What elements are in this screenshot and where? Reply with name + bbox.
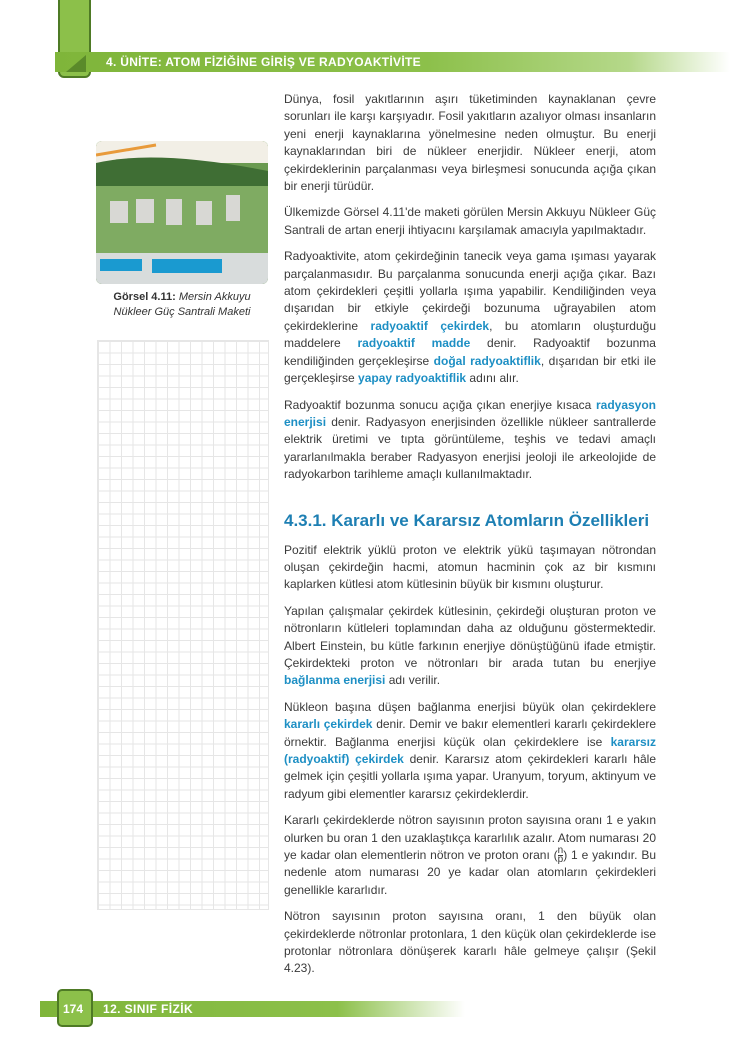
text-segment: Nötron sayısının proton sayısına oranı, 1 den büyük olan çekirdeklerde nötronlar protonlara, 1 den küçük olan çekirdeklerde ise protonlar nötronlara dönüşerek kararlı hâle gelmeye çalışır (Şekil 4.23). [284,909,656,976]
text-segment: Kararlı çekirdeklerde nötron sayısının proton sayısına oranı 1 e yakın olurken bu oran 1 den uzaklaştıkça kararlılık azalır. Atom numarası 20 ye kadar olan elementlerin nötron ve proton oranı ( [284,813,656,863]
text-segment: adı verilir. [385,673,441,688]
text-segment: adını alır. [466,371,519,386]
paragraph [284,248,656,387]
text-segment: denir. Demir ve bakır elementleri kararlı çekirdeklere örnektir. Bağlanma enerjisi küçük olan çekirdeklere ise [284,717,656,749]
text-segment: , dışarıdan bir etki ile gerçekleşirse [284,353,657,386]
paragraph [284,908,656,978]
fraction-numerator: n [557,845,564,857]
paragraph [284,204,656,239]
figure-caption [96,290,268,320]
text-segment: Ülkemizde Görsel 4.11'de maketi görülen Mersin Akkuyu Nükleer Güç Santrali de artan enerji ihtiyacını karşılamak amacıyla yapılmaktadır. [284,205,656,237]
keyword: yapay radyoaktiflik [358,371,467,386]
main-column [284,0,656,978]
paragraph [284,91,656,195]
text-segment: Yapılan çalışmalar çekirdek kütlesinin, çekirdeği oluşturan proton ve nötronların kütleleri toplamından daha az olduğunu göstermektedir. Albert Einstein, bu kütle farkının enerjiye dönüştüğünü ifade etmiştir. Çekirdekteki proton ve nötronları bir arada tutan bu enerjiye [284,603,656,670]
paragraph [284,699,656,803]
text-segment: Dünya, fosil yakıtlarının aşırı tüketiminden kaynaklanan çevre sorunları ile karşı karşıyadır. Fosil yakıtların azalıyor olması insanların yeni enerji kaynaklarına yönelmesine neden olmuştur. Bu enerji kaynaklarından biri de nükleer enerjidir. Nükleer enerji, atom çekirdeklerinin parçalanması veya birleşmesi sonucunda açığa çıkan bir enerji türüdür. [284,92,656,194]
text-segment: , bu atomların oluşturduğu maddelere [284,318,656,351]
book-title: 12. SINIF FİZİK [103,1001,194,1016]
keyword: doğal radyoaktiflik [433,353,541,368]
figure-caption-text: Mersin Akkuyu Nükleer Güç Santrali Maketi [113,291,251,318]
section-title: 4.3.1. Kararlı ve Kararsız Atomların Özellikleri [284,510,650,530]
keyword: radyasyon enerjisi [284,397,656,429]
nuclear-plant-model-photo [96,141,268,284]
header-corner-decoration [66,55,86,72]
unit-title: 4. ÜNİTE: ATOM FİZİĞİNE GİRİŞ VE RADYOAKTİVİTE [106,55,421,69]
text-segment: Nükleon başına düşen bağlanma enerjisi büyük olan çekirdeklere [284,699,656,714]
text-segment: Radyoaktif bozunma sonucu açığa çıkan enerjiye kısaca [284,397,596,412]
text-segment: Pozitif elektrik yüklü proton ve elektrik yükü taşımayan nötrondan oluşan çekirdeğin hacmi, atomun hacminin çok az bir kısmını kaplarken kütlesi atom kütlesinin büyük bir kısmını oluşturur. [284,542,656,592]
notes-grid [97,340,269,910]
keyword: kararlı çekirdek [284,717,373,732]
text-segment: denir. Radyoaktif bozunma kendiliğinden gerçekleşirse [284,336,656,368]
keyword: kararsız (radyoaktif) çekirdek [284,734,656,766]
intro-text [284,91,656,484]
footer [0,987,730,1037]
text-segment: denir. Kararsız atom çekirdekleri kararlı hâle gelmek için çeşitli yollarla ışıma yapar. Uranyum, toryum, aktinyum ve radyum gibi elementler kararsız çekirdeklerdir. [284,752,656,801]
keyword: bağlanma enerjisi [284,673,386,688]
text-segment: Radyoaktivite, atom çekirdeğinin tanecik veya gama ışıması yayarak parçalanmasıdır. Bu parçalanma sonucunda enerji açığa çıkar. Bazı atom çekirdekleri çeşitli yollarla ışıma yapabilir. Kendiliğinden veya dışarıdan bir etkiyle çekirdeği bozunuma uğrayabilen atom çekirdeklerine [284,249,656,333]
text-segment: ) 1 e yakındır. Bu nedenle atom numarası 20 ye kadar olan atomların çekirdekleri genellikle kararlıdır. [284,848,656,897]
keyword: radyoaktif madde [357,336,471,351]
paragraph [284,397,656,484]
keyword: radyoaktif çekirdek [370,318,490,333]
page-number: 174 [63,1001,84,1016]
paragraph [284,603,656,690]
figure-label: Görsel 4.11: [113,291,176,303]
text-segment: denir. Radyasyon enerjisinden özellikle nükleer santrallerde elektrik üretimi ve tıpta görüntüleme, teşhis ve tedavi amaçlı yararlanılmakla beraber Radyasyon enerjisi jeoloji ile arkeolojide de radyokarbon tarihleme amaçlı kullanılmaktadır. [284,414,656,482]
fraction-denominator: p [557,854,564,866]
section-text [284,542,656,978]
paragraph [284,542,656,594]
paragraph [284,812,656,899]
